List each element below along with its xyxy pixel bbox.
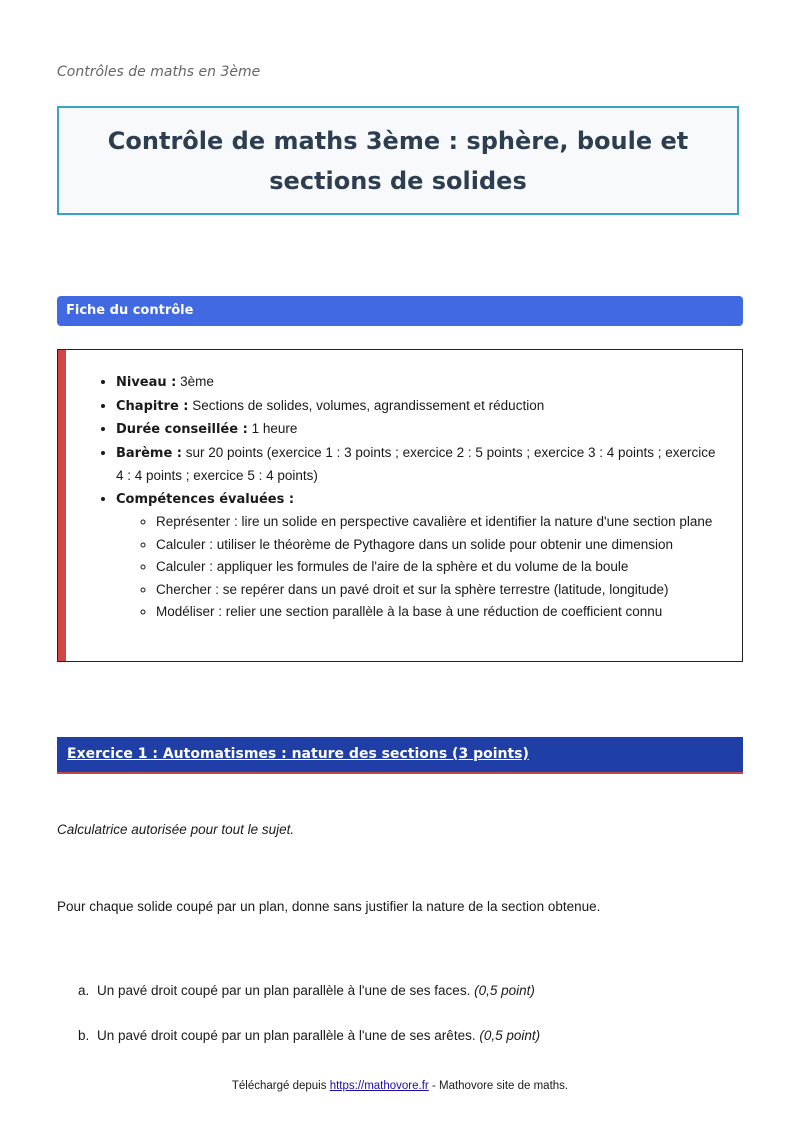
chapitre-label: Chapitre : — [116, 398, 189, 414]
exercise-1-header[interactable] — [57, 737, 743, 774]
question-text: Un pavé droit coupé par un plan parallèle à l'une de ses faces. — [97, 983, 471, 998]
competences-label: Compétences évaluées : — [116, 491, 295, 507]
exercise-1-title[interactable]: Exercice 1 : Automatismes : nature des sections (3 points) — [67, 746, 529, 762]
question-item — [78, 1027, 540, 1072]
competence-item: ◦ Chercher : se repérer dans un pavé droit et sur la sphère terrestre (latitude, longitude) — [156, 579, 726, 602]
fiche-header: Fiche du contrôle — [57, 296, 743, 326]
page-title: Contrôle de maths 3ème : sphère, boule et sections de solides — [107, 126, 689, 195]
bareme-value: sur 20 points (exercice 1 : 3 points ; exercice 2 : 5 points ; exercice 3 : 4 points ; exercice 4 : 4 points ; exercice 5 : 4 points) — [116, 444, 716, 483]
footer — [0, 1080, 800, 1092]
question-points: (0,5 point) — [479, 1028, 541, 1043]
duree-value: 1 heure — [251, 421, 298, 436]
fiche-item-competences — [116, 488, 726, 624]
competences-list — [116, 511, 726, 624]
duree-label: Durée conseillée : — [116, 422, 248, 437]
exercise-instruction: Pour chaque solide coupé par un plan, donne sans justifier la nature de la section obtenue. — [57, 899, 601, 914]
question-text: Un pavé droit coupé par un plan parallèle à l'une de ses arêtes. — [97, 1028, 476, 1043]
fiche-item-niveau — [116, 371, 726, 395]
fiche-accent-stripe — [58, 350, 66, 661]
question-letter: a. — [78, 983, 90, 998]
fiche-box — [57, 349, 743, 662]
niveau-value: 3ème — [180, 374, 214, 389]
competence-item: ◦ Calculer : utiliser le théorème de Pythagore dans un solide pour obtenir une dimension — [156, 534, 726, 557]
fiche-item-bareme — [116, 442, 726, 488]
title-box — [57, 106, 739, 215]
breadcrumb: Contrôles de maths en 3ème — [57, 64, 261, 80]
footer-suffix: - Mathovore site de maths. — [431, 1080, 569, 1092]
footer-prefix: Téléchargé depuis — [231, 1080, 327, 1092]
question-points: (0,5 point) — [474, 983, 535, 998]
question-list — [78, 982, 540, 1072]
fiche-item-chapitre — [116, 395, 726, 419]
footer-link[interactable]: https://mathovore.fr — [329, 1080, 429, 1092]
fiche-list — [116, 371, 726, 624]
calculator-note: Calculatrice autorisée pour tout le sujet. — [57, 822, 295, 837]
competence-item: ◦ Représenter : lire un solide en perspective cavalière et identifier la nature d'une section plane — [156, 511, 726, 534]
competence-item: ◦ Calculer : appliquer les formules de l'aire de la sphère et du volume de la boule — [156, 556, 726, 579]
question-letter: b. — [78, 1028, 90, 1043]
competence-item: ◦ Modéliser : relier une section parallèle à la base à une réduction de coefficient connu — [156, 601, 726, 624]
fiche-item-duree — [116, 418, 726, 442]
question-item — [78, 982, 540, 1027]
niveau-label: Niveau : — [116, 375, 177, 390]
chapitre-value: Sections de solides, volumes, agrandissement et réduction — [192, 397, 545, 413]
bareme-label: Barème : — [116, 445, 182, 461]
